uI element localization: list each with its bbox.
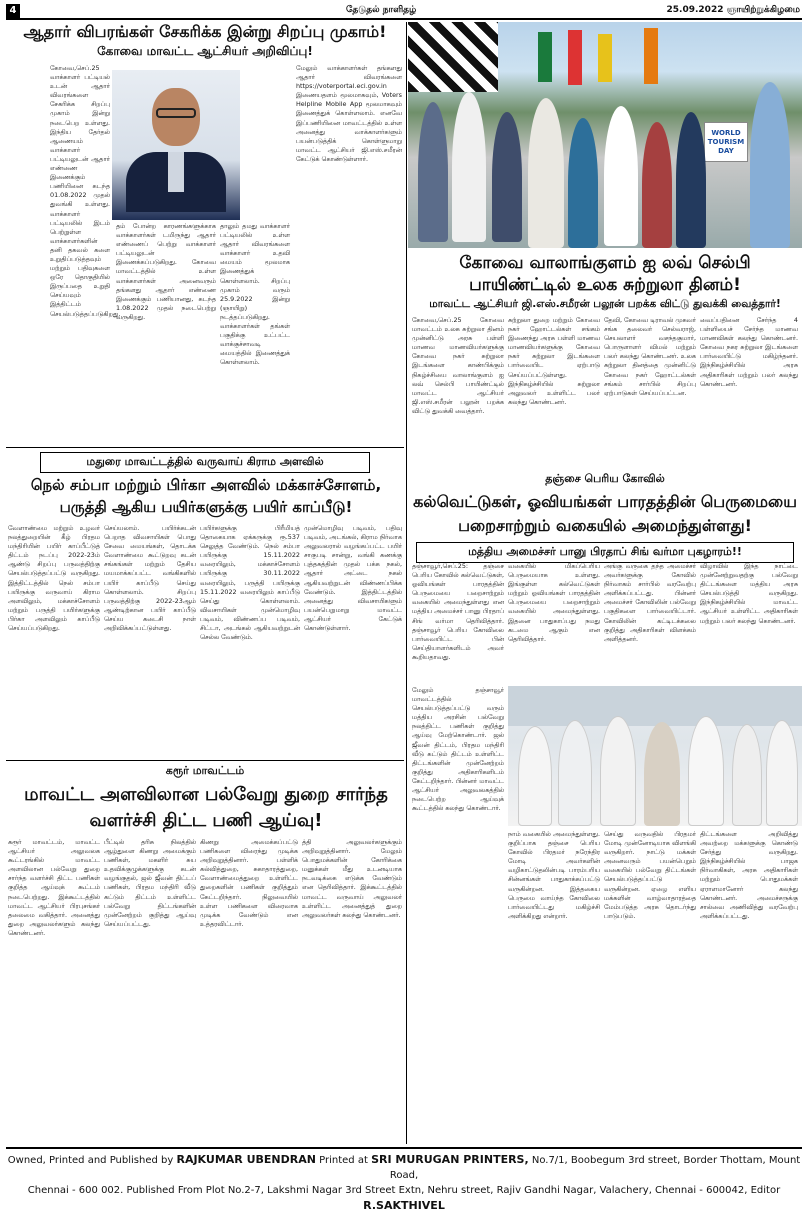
article4-colA: மேலும் தஞ்சாவூர் மாவட்டத்தில் செயல்படுத்தப்பட்டு வரும் மத்திய அரசின் பல்வேறு நலத்திட்ட பணிகள் குறித்து ஆய்வு மேற்கொண்டார். ஜல் ஜீவன் திட்டம், பிரதம மந்திரி வீடு கட்டும் திட்டம் உள்ளிட்ட திட்டங்களின் முன்னேற்றம் குறித்து அதிகாரிகளிடம் கேட்டறிந்தார். பின்னர் மாவட்ட ஆட்சியர் அலுவலகத்தில் நடைபெற்ற ஆய்வுக் கூட்டத்தில் கலந்து கொண்டார். xyxy=(412,686,504,813)
article4-headline: கல்வெட்டுகள், ஓவியங்கள் பாரதத்தின் பெருமையை பறைசாற்றும் வகையில் அமைந்துள்ளது! xyxy=(413,492,797,535)
page-number: 4 xyxy=(6,4,20,18)
tourism-day-photo xyxy=(408,22,802,248)
article5-col3: கிணறு அமைக்கப்பட்டு பணிகளை விரைந்து முடிக்க அறிவுறுத்தினார். பள்ளிக் கல்வித்துறை, சுகாதாரத்துறை, வேளாண்மைத்துறை உள்ளிட்ட துறைகளின் பணிகள் குறித்தும் கேட்டறிந்தார். நிலுவையில் உள்ள பணிகளை விரைவாக முடிக்க வேண்டும் என உத்தரவிட்டார். xyxy=(200,838,298,928)
article3-col3: பயிர்களுக்கு பிரீமியத் தொகையாக ஏக்கருக்கு ரூ.537 செலுத்த வேண்டும். நெல் சம்பா பயிருக்கு 15.11.2022 வரையிலும், மக்காச்சோளம் பயிருக்கு 30.11.2022 வரையிலும், பருத்தி பயிருக்கு 15.11.2022 வரையிலும் காப்பீடு செய்து கொள்ளலாம். விவசாயிகள் முன்மொழிவு படிவம், விண்ணப்ப படிவம், சிட்டா, அடங்கல் ஆகியவற்றுடன் செல்ல வேண்டும். xyxy=(200,524,300,642)
article1-headline: ஆதார் விபரங்கள் சேகரிக்க இன்று சிறப்பு முகாம்! xyxy=(23,22,387,41)
article4-col3: அங்கு வருகை தந்த அமைச்சர் அவர்களுக்கு கோவில் நிர்வாகம் சார்பில் வரவேற்பு அளிக்கப்பட்டது. பின்னர் அமைச்சர் கோவிலின் பல்வேறு பகுதிகளை பார்வையிட்டார். கோவிலின் கட்டிடக்கலை குறித்து அதிகாரிகள் விளக்கம் அளித்தனர். xyxy=(604,562,696,643)
divider xyxy=(6,760,404,761)
editor-name: R.SAKTHIVEL xyxy=(363,1199,445,1212)
article4-col2: வகையில் மிகப்பெரிய பெருமையாக உள்ளது. இங்குள்ள கல்வெட்டுகள் மற்றும் ஓவியங்கள் பாரதத்தின் பெருமையை பறைசாற்றும் வகையில் அமைந்துள்ளது. இதனை பாதுகாப்பது நமது கடமை ஆகும் என தெரிவித்தார். xyxy=(508,562,600,643)
imprint-prefix: Owned, Printed and Published by xyxy=(7,1155,174,1166)
article5-kicker: கரூர் மாவட்டம் xyxy=(165,764,245,777)
article4-col4: விழாவில் இந்த நாட்டை முன்னேற்றுவதற்கு பல்வேறு திட்டங்களை மத்திய அரசு செயல்படுத்தி வருகிறது. இந்நிகழ்ச்சியில் மாவட்ட ஆட்சியர் உள்ளிட்ட அதிகாரிகள் மற்றும் பலர் கலந்து கொண்டனர். xyxy=(700,562,798,625)
article4-subhead: மத்திய அமைச்சர் பானு பிரதாப் சிங் வர்மா புகழாரம்!! xyxy=(416,542,794,563)
article5-col2: பீட்டில் தரிசு நிலத்தில் ஆழ்துளை கிணறு அமைக்கும் பணிகள், மகளிர் சுய உதவிக்குழுக்களுக்கு கடன் வழங்குதல், ஜல் ஜீவன் திட்டப் பணிகள், பிரதம மந்திரி வீடு கட்டும் திட்டம் உள்ளிட்ட பல்வேறு திட்டங்களின் முன்னேற்றம் குறித்து ஆய்வு செய்யப்பட்டது. xyxy=(104,838,196,928)
article3-headline: நெல் சம்பா மற்றும் பிர்கா அளவில் மக்காச்சோளம், பருத்தி ஆகிய பயிர்களுக்கு பயிர் காப்பீடு! xyxy=(30,476,382,516)
article2-col4: வைப்பதினை சேர்ந்த 4 பள்ளியைச் சேர்ந்த மாணவ மாணவிகள் கலந்து கொண்டனர். கோவை நகர சுற்றுலா இடங்களை பார்வையிட்டு மகிழ்ந்தனர். இந்நிகழ்ச்சியில் அரசு அதிகாரிகள் மற்றும் பலர் கலந்து கொண்டனர். xyxy=(700,316,798,388)
article2-headline: கோவை வாலாங்குளம் ஐ லவ் செல்பி பாயிண்ட்டில் உலக சுற்றுலா தினம்! xyxy=(459,253,751,295)
article4-colB: நாம் வகையில் அமைந்துள்ளது. குறிப்பாக தஞ்சை பெரிய கோவில் பிரதமர் நரேந்திர மோடி அவர்களின் வழிகாட்டுதலின்படி பாரம்பரிய சின்னங்கள் பாதுகாக்கப்பட்டு வருகின்றன. இத்தகைய பெருமை வாய்ந்த கோவிலை பார்வையிட்டது மகிழ்ச்சி அளிக்கிறது என்றார். xyxy=(508,830,600,920)
article1-subhead: கோவை மாவட்ட ஆட்சியர் அறிவிப்பு! xyxy=(97,44,313,58)
imprint-mid: Printed at xyxy=(319,1155,368,1166)
paper-name: தேடுதல் நாளிதழ் xyxy=(346,5,417,15)
issue-date: 25.09.2022 ஞாயிற்றுக்கிழமை xyxy=(666,5,800,15)
article1-col1: கோவை,செப்.25 வாக்காளர் பட்டியல் உடன் ஆதார் விவரங்களை சேகரிக்க சிறப்பு முகாம் இன்று நடைபெற உள்ளது. இந்திய தேர்தல் ஆணையம் வாக்காளர் பட்டியலுடன் ஆதார் எண்ணை இணைக்கும் பணியினை கடந்த 01.08.2022 முதல் துவங்கி உள்ளது. வாக்காளர் பட்டியலில் இடம் பெற்றுள்ள வாக்காளர்களின் தனி தகவல் களை உறுதிப்படுத்தவும் மற்றும் பதிவுகளை ஒரே தொகுதியில் இருப்பதை உறுதி செய்யவும் இத்திட்டம் செயல்படுத்தப்படுகிறது. xyxy=(50,64,121,318)
imprint-footer xyxy=(6,1147,802,1212)
divider xyxy=(6,447,404,448)
collector-portrait xyxy=(112,70,240,220)
article2-subhead: மாவட்ட ஆட்சியர் ஜி.எஸ்.சமீரன் பலூன் பறக்க விட்டு துவக்கி வைத்தார்! xyxy=(429,298,781,310)
article4-colC: செய்து வருவதில் பிரதமர் மோடி முன்னோடியாக விளங்கி வருகிறார். நாட்டு மக்கள் அனைவரும் பயன்பெறும் வகையில் பல்வேறு திட்டங்கள் செயல்படுத்தப்பட்டு வருகின்றன. ஏழை எளிய மக்களின் வாழ்வாதாரத்தை மேம்படுத்த அரசு தொடர்ந்து பாடுபடும். xyxy=(604,830,696,920)
printer-name: SRI MURUGAN PRINTERS, xyxy=(371,1153,529,1166)
tourism-banner: WORLD TOURISM DAY xyxy=(704,122,748,162)
article5-col1: கரூர் மாவட்டம், மாவட்ட ஆட்சியர் அலுவலக கூட்டரங்கில் மாவட்ட அளவிலான பல்வேறு துறை சார்ந்த வளர்ச்சி திட்ட பணிகள் குறித்த ஆய்வுக் கூட்டம் நடைபெற்றது. இக்கூட்டத்தில் மாவட்ட ஆட்சியர் பிரபுசங்கர் தலைமை வகித்தார். அனைத்து துறை அலுவலர்களும் கலந்து கொண்டனர். xyxy=(8,838,100,937)
owner-name: RAJKUMAR UBENDRAN xyxy=(176,1153,316,1166)
article3-col1: வேளாண்மை மற்றும் உழவர் நலத்துறையின் கீழ் பிரதம மந்திரியின் பயிர் காப்பீட்டுத் திட்டம் நடப்பு 2022-23ம் ஆண்டு சிறப்பு பருவத்திற்கு செயல்படுத்தப்பட்டு வருகிறது. இத்திட்டத்தில் நெல் சம்பா பயிருக்கு வருவாய் கிராம அளவிலும், மக்காச்சோளம் மற்றும் பருத்தி பயிர்களுக்கு பிர்கா அளவிலும் காப்பீடு செய்யப்படுகிறது. xyxy=(8,524,100,633)
article2-col1: கோவை,செப்.25 கோவை மாவட்டம் உலக சுற்றுலா தினம் முன்னிட்டு அரசு பள்ளி மாணவ மாணவியர்களுக்கு கோவை நகர் சுற்றுலா இடங்களை காண்பிக்கும் நிகழ்ச்சியை வாலாங்குளம் ஐ லவ் செல்பி பாயிண்ட்டில் மாவட்ட ஆட்சியர் ஜி.எஸ்.சமீரன் பலூன் பறக்க விட்டு துவக்கி வைத்தார். xyxy=(412,316,504,415)
article4-col1: தஞ்சாவூர்,செப்.25: தஞ்சை பெரிய கோவில் கல்வெட்டுகள், ஓவியங்கள் பாரதத்தின் பெருமையை பறைசாற்றும் வகையில் அமைந்துள்ளது என மத்திய அமைச்சர் பானு பிரதாப் சிங் வர்மா தெரிவித்தார். தஞ்சாவூர் பெரிய கோவிலை பார்வையிட்ட பின் செய்தியாளர்களிடம் அவர் கூறியதாவது. xyxy=(412,562,504,661)
article1-col4: மேலும் வாக்காளர்கள் தங்களது ஆதார் விவரங்களை https://voterportal.eci.gov.in இணையதளம் மூலமாகவும், Voters Helpline Mobile App மூலமாகவும் இணைத்துக் கொள்ளலாம். எனவே இப்பணியினை மாவட்டத்தில் உள்ள அனைத்து வாக்காளர்களும் பயன்படுத்திக் கொள்ளுமாறு மாவட்ட ஆட்சியர் ஜி.எஸ்.சமீரன் கேட்டுக் கொண்டுள்ளார். xyxy=(296,64,402,163)
article3-col2: செய்யலாம். பயிர்க்கடன் பெறாத விவசாயிகள் பொது சேவை மையங்கள், தொடக்க வேளாண்மை கூட்டுறவு கடன் சங்கங்கள் மற்றும் தேசிய மயமாக்கப்பட்ட வங்கிகளில் பயிர் காப்பீடு செய்து கொள்ளலாம். சிறப்பு பருவத்திற்கு 2022-23ஆம் ஆண்டிற்கான பயிர் காப்பீடு செய்ய கடைசி நாள் அறிவிக்கப்பட்டுள்ளது. xyxy=(104,524,196,633)
article2-col2: சுற்றுலா துறை மற்றும் கோவை நகர் ஹோட்டல்கள் சங்கம் இணைந்து அரசு பள்ளி மாணவ மாணவியர்களுக்கு கோவை நகர் சுற்றுலா இடங்களை பார்வையிட ஏற்பாடு செய்யப்பட்டுள்ளது. இந்நிகழ்ச்சியில் சுற்றுலா அலுவலர் உள்ளிட்ட பலர் கலந்து கொண்டனர். xyxy=(508,316,600,406)
page-header xyxy=(6,4,802,20)
article5-headline: மாவட்ட அளவிலான பல்வேறு துறை சார்ந்த வளர்ச்சி திட்ட பணி ஆய்வு! xyxy=(24,784,388,831)
printer-address: No.7/1, Boobegum 3rd street, Border Thottam, Mount Road, xyxy=(389,1155,801,1181)
article3-col4: முன்மொழிவு படிவம், பதிவு படிவம், அடங்கல், கிராம நிர்வாக அலுவலரால் வழங்கப்பட்ட பயிர் சாகுபடி சான்று, வங்கி கணக்கு புத்தகத்தின் முதல் பக்க நகல், ஆதார் அட்டை நகல் ஆகியவற்றுடன் விண்ணப்பிக்க வேண்டும். இத்திட்டத்தில் அனைத்து விவசாயிகளும் பயன்பெறுமாறு மாவட்ட ஆட்சியர் கேட்டுக் கொண்டுள்ளார். xyxy=(304,524,402,633)
article4-kicker: தஞ்சை பெரிய கோவில் xyxy=(545,472,665,485)
column-divider xyxy=(406,22,407,1144)
article5-col4: த்தி அலுவலர்களுக்கும் அறிவுறுத்தினார். மேலும் பொதுமக்களின் கோரிக்கை மனுக்கள் மீது உடனடியாக நடவடிக்கை எடுக்க வேண்டும் என தெரிவித்தார். இக்கூட்டத்தில் மாவட்ட வருவாய் அலுவலர் உள்ளிட்ட அனைத்துத் துறை அலுவலர்கள் கலந்து கொண்டனர். xyxy=(302,838,402,919)
article1-col2: தம் போன்ற காரணங்களுக்காக வாக்காளர்கள் டமிருந்து ஆதார் எண்ணைப் பெற்று வாக்காளர் பட்டியலுடன் இணைக்கப்படுகிறது. கோவை மாவட்டத்தில் உள்ள வாக்காளர்கள் அனைவரும் தங்களது ஆதார் எண்ணை இணைக்கும் பணியானது, கடந்த 1.08.2022 முதல் நடைபெற்று வருகிறது. xyxy=(116,222,216,321)
article1-col3: தாலும் தமது வாக்காளர் பட்டியலில் உள்ள ஆதார் விவரங்களை வாக்காளர் உதவி மையம் மூலமாக இணைத்துக் கொள்ளலாம். சிறப்பு முகாம் வரும் 25.9.2022 இன்று (ஞாயிறு) நடத்தப்படுகிறது. வாக்காளர்கள் தங்கள் பகுதிக்கு உட்பட்ட வாக்குச்சாவடி மையத்தில் இணைத்துக் கொள்ளலாம். xyxy=(220,222,290,367)
minister-visit-photo xyxy=(508,686,802,826)
publisher-address: Chennai - 600 002. Published From Plot No.2-7, Lakshmi Nagar 3rd Street Extn, Nehru street, Rajiv Gandhi Nagar, Valachery, Chennai - 600042, Editor xyxy=(27,1185,781,1196)
article4-colD: திட்டங்களை அறிவித்து அவற்றை மக்களுக்கு கொண்டு சேர்த்து வருகிறது. இந்நிகழ்ச்சியில் பாஜக நிர்வாகிகள், அரசு அதிகாரிகள் மற்றும் பொதுமக்கள் ஏராளமானோர் கலந்து கொண்டனர். அமைச்சருக்கு சால்வை அணிவித்து வரவேற்பு அளிக்கப்பட்டது. xyxy=(700,830,798,920)
article2-col3: தேவி, கோவை டிராவல் முகவர் சங்க தலைவர் செல்வராஜ், செயலாளர் வசந்தகுமார், பொருளாளர் விமல் மற்றும் பலர் கலந்து கொண்டனர். உலக சுற்றுலா தினத்தை முன்னிட்டு கோவை நகர் ஹோட்டல்கள் சங்கம் சார்பில் சிறப்பு ஏற்பாடுகள் செய்யப்பட்டன. xyxy=(604,316,697,397)
article3-kicker: மதுரை மாவட்டத்தில் வருவாய் கிராம அளவில் xyxy=(40,452,370,473)
